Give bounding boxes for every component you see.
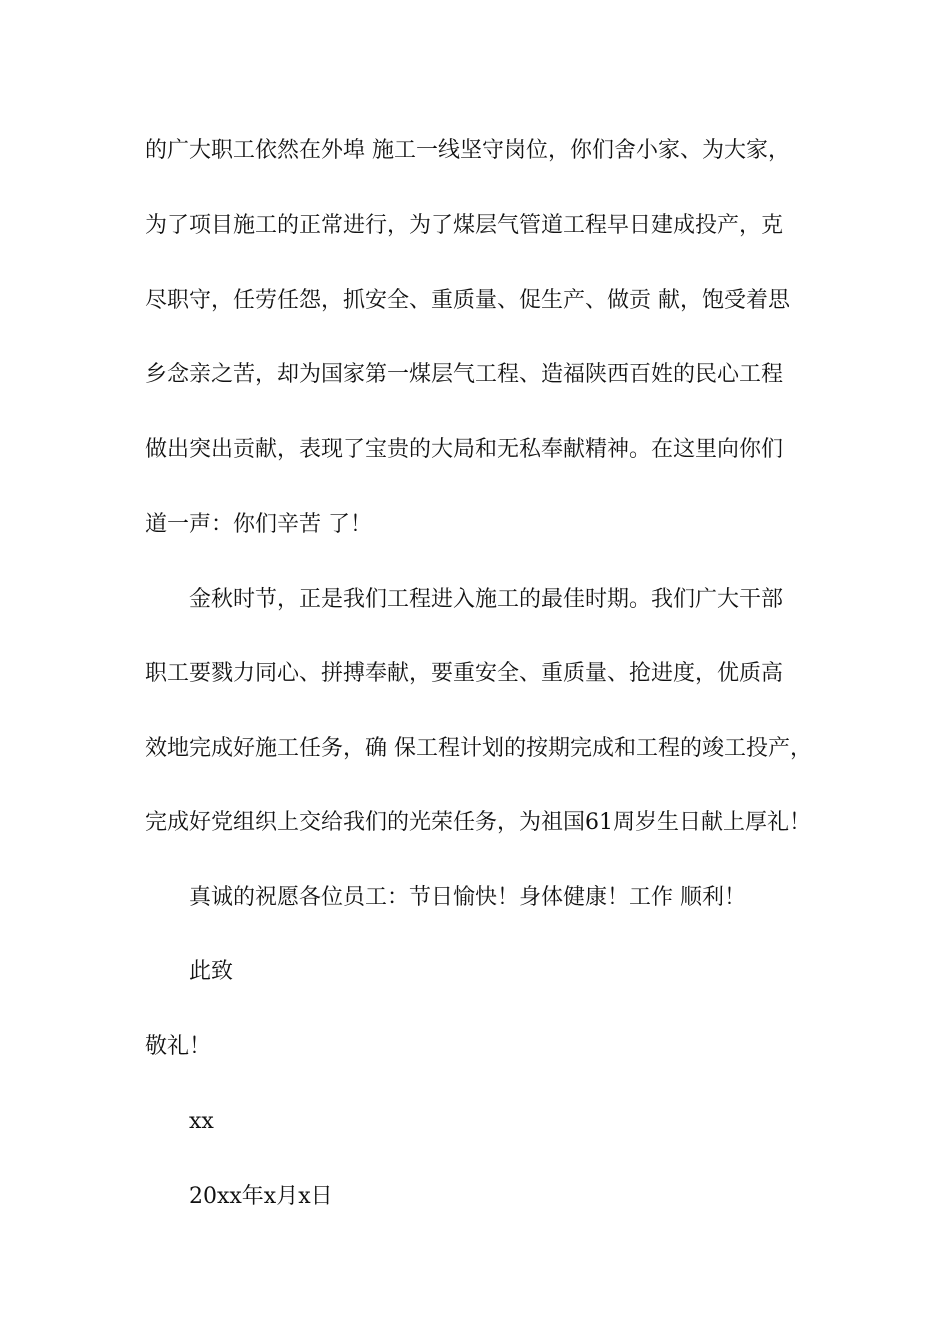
body-line-2: 为了项目施工的正常进行，为了煤层气管道工程早日建成投产，克 (145, 213, 784, 238)
body-line-5: 做出突出贡献，表现了宝贵的大局和无私奉献精神。在这里向你们 (145, 437, 784, 462)
closing-respect: 敬礼！ (145, 1034, 212, 1059)
date-line: 20xx年x月x日 (189, 1184, 333, 1209)
body-line-6: 道一声：你们辛苦 了！ (145, 512, 372, 537)
signature: xx (189, 1109, 214, 1134)
body-line-3: 尽职守，任劳任怨，抓安全、重质量、促生产、做贡 献，饱受着思 (145, 288, 790, 313)
paragraph-2-line-3: 效地完成好施工任务，确 保工程计划的按期完成和工程的竣工投产， (145, 736, 812, 761)
paragraph-2-line-1: 金秋时节，正是我们工程进入施工的最佳时期。我们广大干部 (189, 587, 784, 612)
paragraph-2-line-2: 职工要戮力同心、拼搏奉献，要重安全、重质量、抢进度，优质高 (145, 661, 784, 686)
closing-salutation: 此致 (189, 959, 234, 984)
wishes-line: 真诚的祝愿各位员工：节日愉快！身体健康！工作 顺利！ (189, 885, 746, 910)
paragraph-2-line-4: 完成好党组织上交给我们的光荣任务，为祖国61周岁生日献上厚礼！ (145, 810, 811, 835)
body-line-4: 乡念亲之苦，却为国家第一煤层气工程、造福陕西百姓的民心工程 (145, 362, 784, 387)
body-line-1: 的广大职工依然在外埠 施工一线坚守岗位，你们舍小家、为大家， (145, 138, 790, 163)
